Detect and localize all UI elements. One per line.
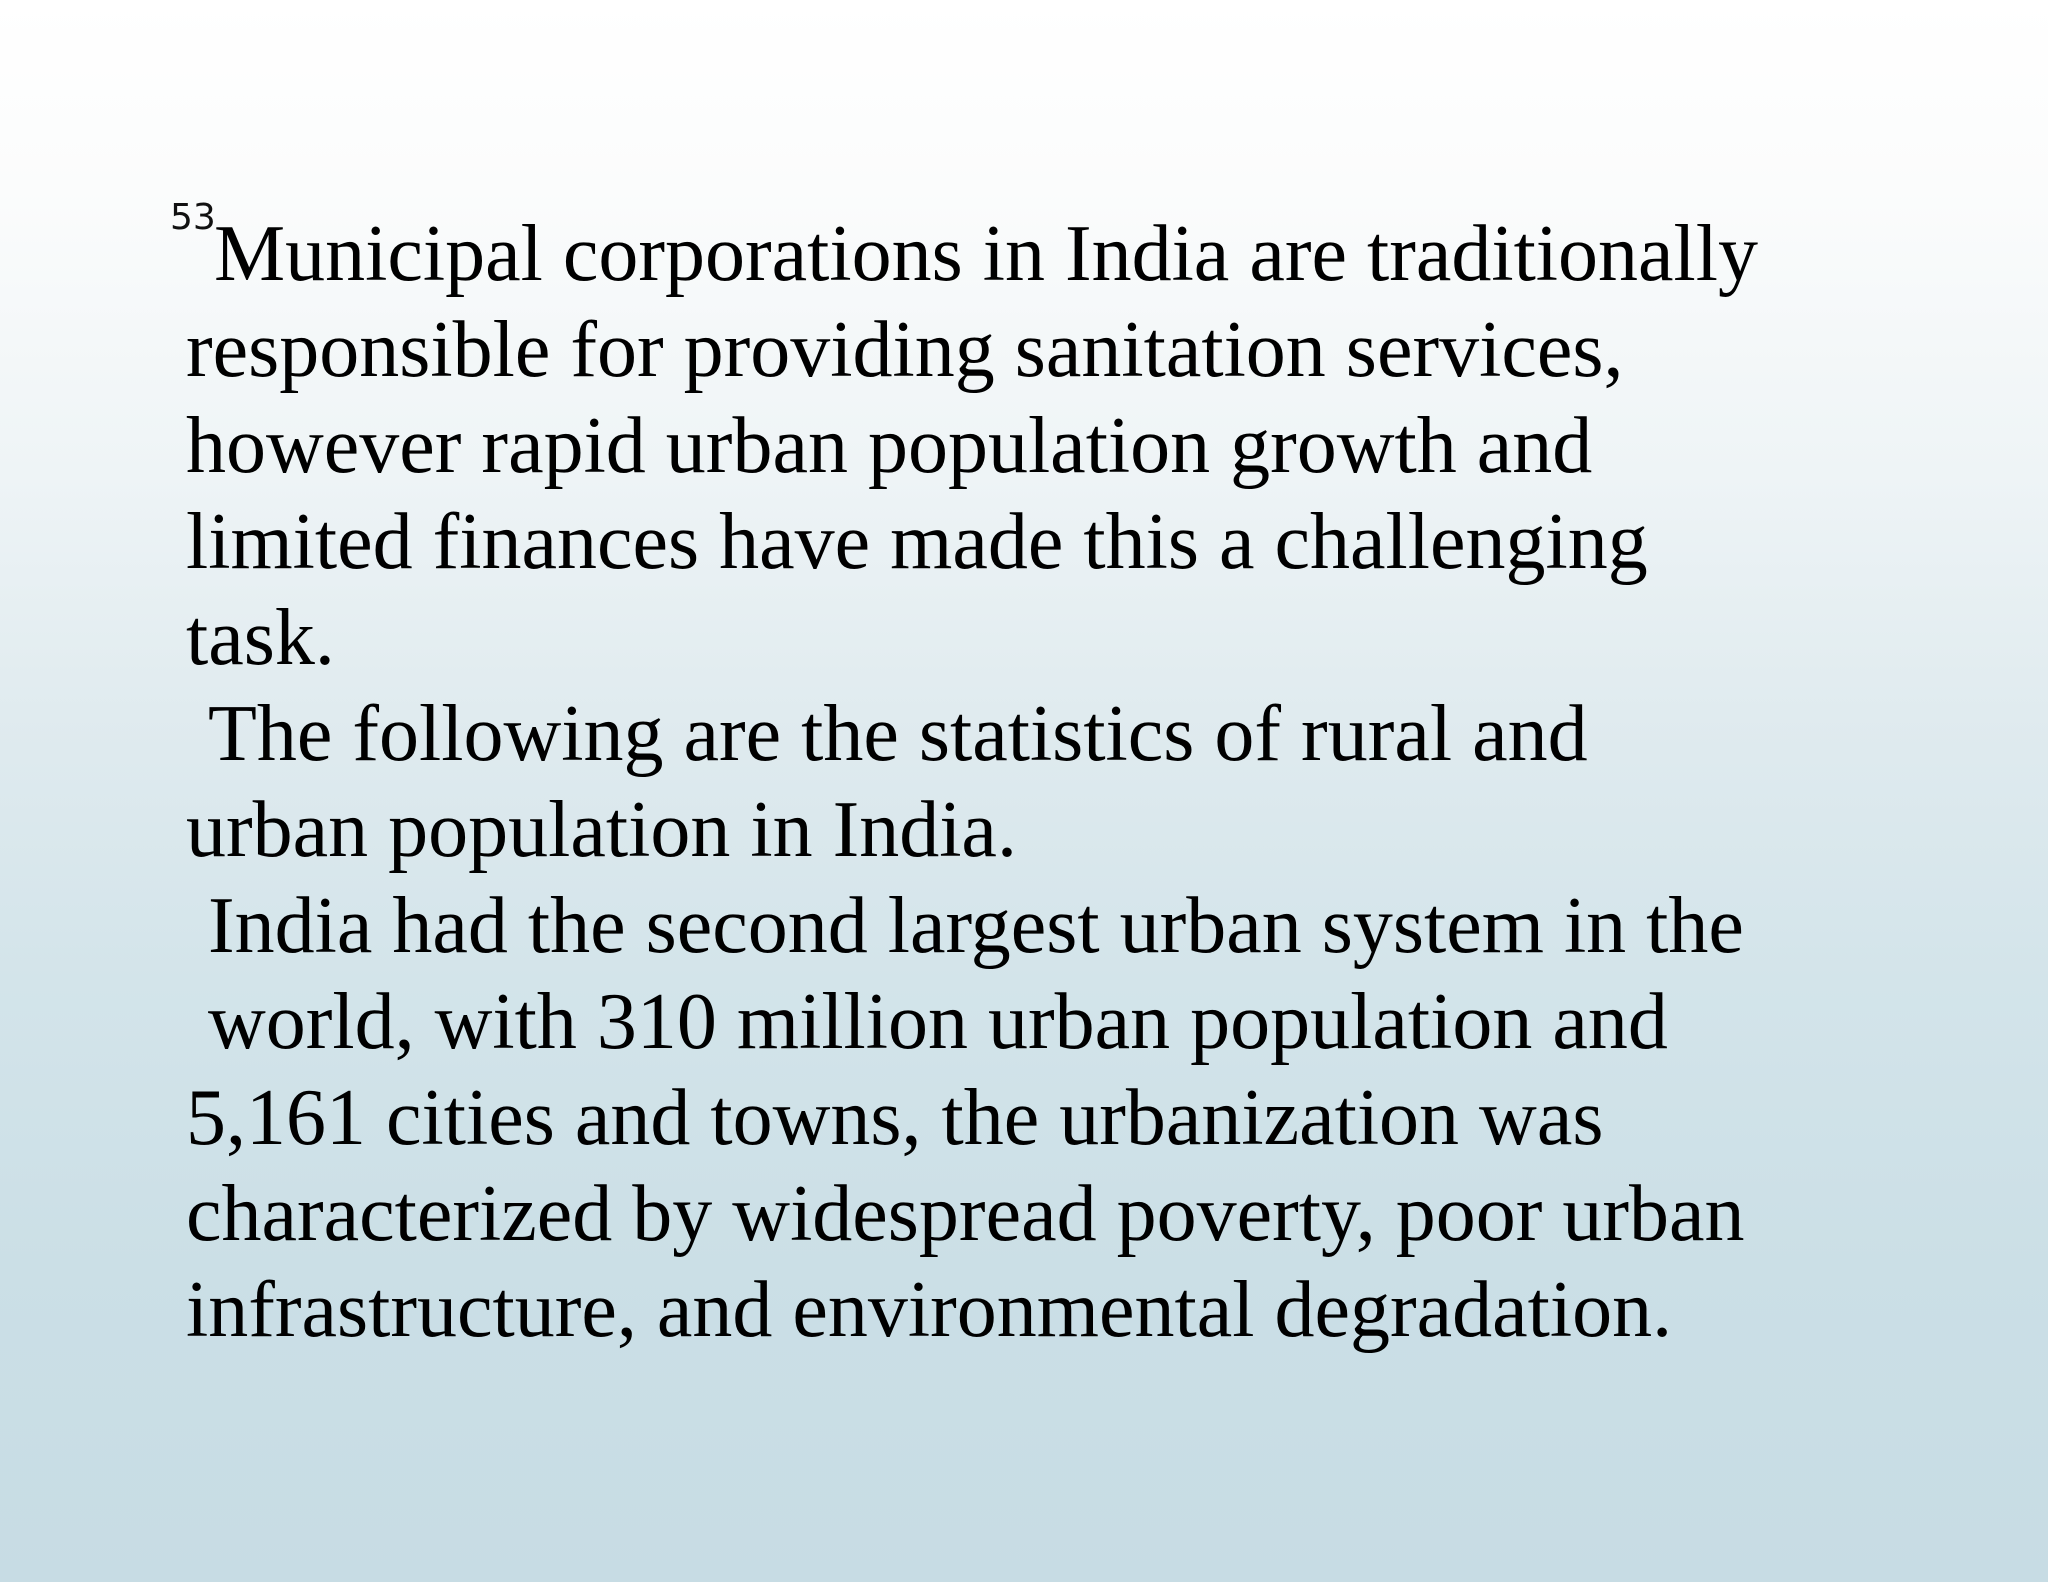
text-line: world, with 310 million urban population and	[208, 978, 1668, 1066]
text-line: The following are the statistics of rural and	[208, 690, 1588, 778]
text-line: however rapid urban population growth and	[186, 402, 1593, 490]
text-line: infrastructure, and environmental degradation.	[186, 1266, 1673, 1354]
text-line: India had the second largest urban system in the	[208, 882, 1744, 970]
text-line: urban population in India.	[186, 786, 1017, 874]
text-line: Municipal corporations in India are traditionally	[214, 210, 1758, 298]
text-line: characterized by widespread poverty, poor urban	[186, 1170, 1745, 1258]
text-line: 5,161 cities and towns, the urbanization was	[186, 1074, 1604, 1162]
page-number: 53	[170, 197, 216, 238]
text-line: limited finances have made this a challenging	[186, 498, 1648, 586]
slide-body-text	[186, 206, 1866, 1358]
text-line: responsible for providing sanitation services,	[186, 306, 1624, 394]
text-line: task.	[186, 594, 335, 682]
